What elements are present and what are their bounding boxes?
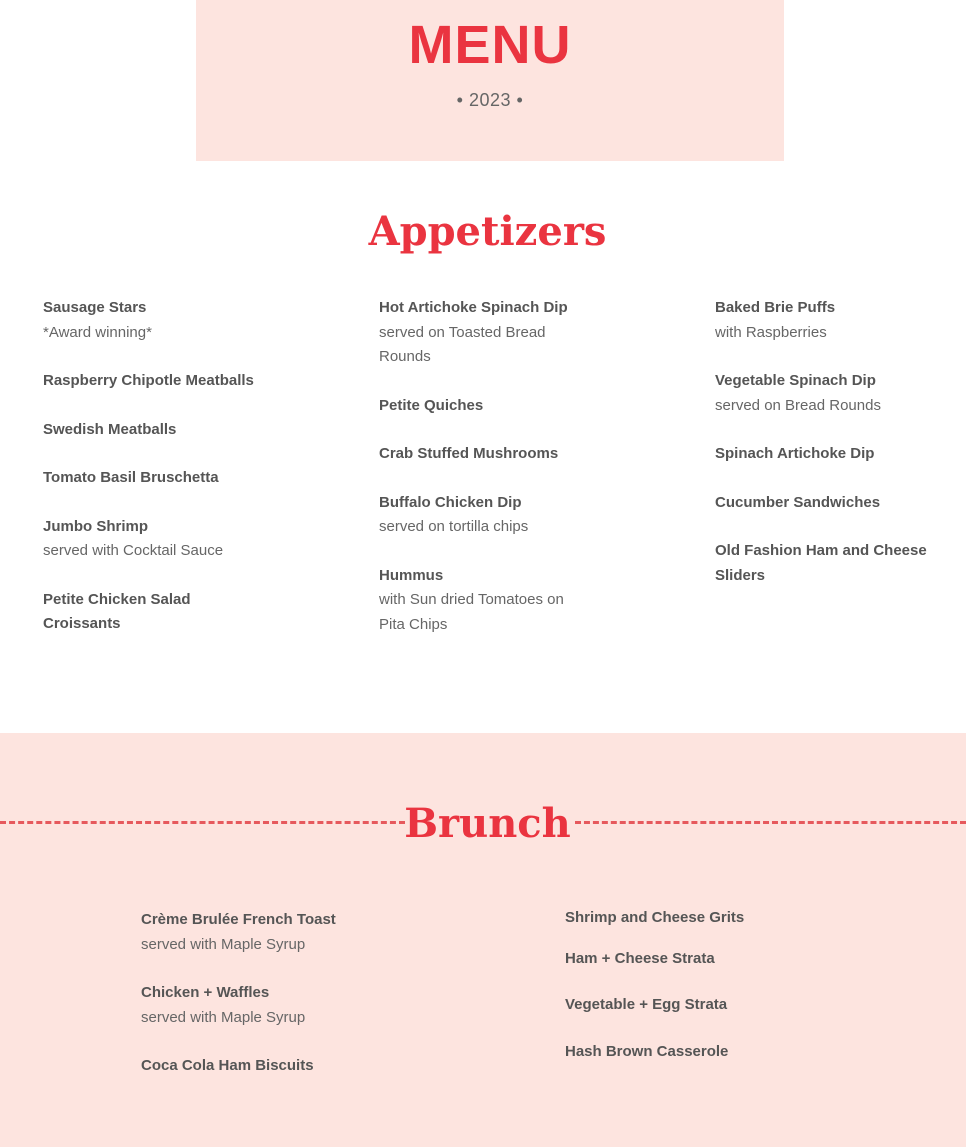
menu-item-name: Ham + Cheese Strata bbox=[565, 949, 715, 967]
menu-item-name: Cucumber Sandwiches bbox=[715, 493, 881, 511]
menu-item bbox=[715, 539, 935, 588]
appetizers-column-2 bbox=[379, 296, 579, 661]
menu-item-description: with Raspberries bbox=[715, 323, 827, 341]
menu-item bbox=[379, 491, 579, 540]
menu-item-name: Swedish Meatballs bbox=[43, 420, 177, 438]
menu-item bbox=[379, 442, 579, 467]
menu-item bbox=[715, 296, 935, 345]
page-title: MENU bbox=[408, 15, 572, 75]
menu-item bbox=[565, 947, 805, 972]
menu-item bbox=[43, 588, 213, 637]
menu-item-name: Sausage Stars bbox=[43, 299, 147, 316]
menu-item bbox=[379, 564, 579, 638]
menu-item bbox=[141, 908, 381, 957]
menu-item-name: Baked Brie Puffs bbox=[715, 299, 836, 316]
menu-item-name: Spinach Artichoke Dip bbox=[715, 445, 875, 462]
menu-item bbox=[715, 442, 935, 467]
menu-item-name: Crab Stuffed Mushrooms bbox=[379, 445, 559, 462]
menu-item bbox=[43, 466, 273, 491]
menu-item-name: Hash Brown Casserole bbox=[565, 1042, 729, 1060]
brunch-heading: Brunch bbox=[404, 800, 571, 847]
menu-item-description: served with Maple Syrup bbox=[141, 1008, 306, 1026]
menu-item bbox=[43, 418, 273, 443]
menu-item bbox=[379, 394, 579, 419]
menu-item bbox=[565, 906, 805, 931]
menu-year: • 2023 • bbox=[456, 90, 524, 110]
menu-item-name: Chicken + Waffles bbox=[141, 984, 270, 1001]
menu-item-description: served on tortilla chips bbox=[379, 518, 529, 535]
menu-item-name: Vegetable Spinach Dip bbox=[715, 372, 876, 389]
menu-item-name: Petite Quiches bbox=[379, 396, 484, 414]
brunch-section bbox=[0, 733, 966, 1147]
menu-item-name: Raspberry Chipotle Meatballs bbox=[43, 372, 254, 389]
brunch-column-2 bbox=[565, 906, 805, 1080]
menu-item bbox=[379, 296, 579, 370]
menu-item-name: Old Fashion Ham and Cheese Sliders bbox=[715, 542, 927, 584]
menu-item-name: Shrimp and Cheese Grits bbox=[565, 909, 745, 926]
menu-header bbox=[196, 0, 784, 161]
menu-item-name: Hot Artichoke Spinach Dip bbox=[379, 299, 568, 316]
brunch-column-1 bbox=[141, 908, 381, 1103]
menu-item-name: Tomato Basil Bruschetta bbox=[43, 469, 219, 486]
menu-item-name: Coca Cola Ham Biscuits bbox=[141, 1057, 314, 1074]
menu-item-name: Jumbo Shrimp bbox=[43, 517, 149, 535]
menu-item-name: Buffalo Chicken Dip bbox=[379, 493, 522, 511]
menu-item bbox=[43, 296, 273, 345]
menu-item-name: Vegetable + Egg Strata bbox=[565, 996, 728, 1013]
menu-item-description: *Award winning* bbox=[43, 323, 152, 341]
menu-item-name: Petite Chicken Salad Croissants bbox=[43, 590, 191, 632]
menu-item-description: served with Maple Syrup bbox=[141, 935, 306, 953]
menu-item bbox=[565, 993, 805, 1018]
appetizers-column-3 bbox=[715, 296, 935, 612]
menu-item-description: with Sun dried Tomatoes on Pita Chips bbox=[379, 591, 564, 633]
menu-item bbox=[565, 1040, 805, 1065]
menu-item bbox=[43, 369, 273, 394]
menu-item-name: Hummus bbox=[379, 566, 444, 584]
menu-item bbox=[715, 369, 935, 418]
menu-item-description: served with Cocktail Sauce bbox=[43, 542, 224, 559]
menu-item bbox=[43, 515, 273, 564]
appetizers-heading: Appetizers bbox=[368, 208, 607, 255]
menu-item-description: served on Bread Rounds bbox=[715, 396, 881, 414]
menu-item-description: served on Toasted Bread Rounds bbox=[379, 323, 546, 365]
menu-item bbox=[715, 491, 935, 516]
menu-item bbox=[141, 981, 381, 1030]
appetizers-column-1 bbox=[43, 296, 273, 661]
menu-item-name: Crème Brulée French Toast bbox=[141, 911, 336, 928]
menu-item bbox=[141, 1054, 381, 1079]
